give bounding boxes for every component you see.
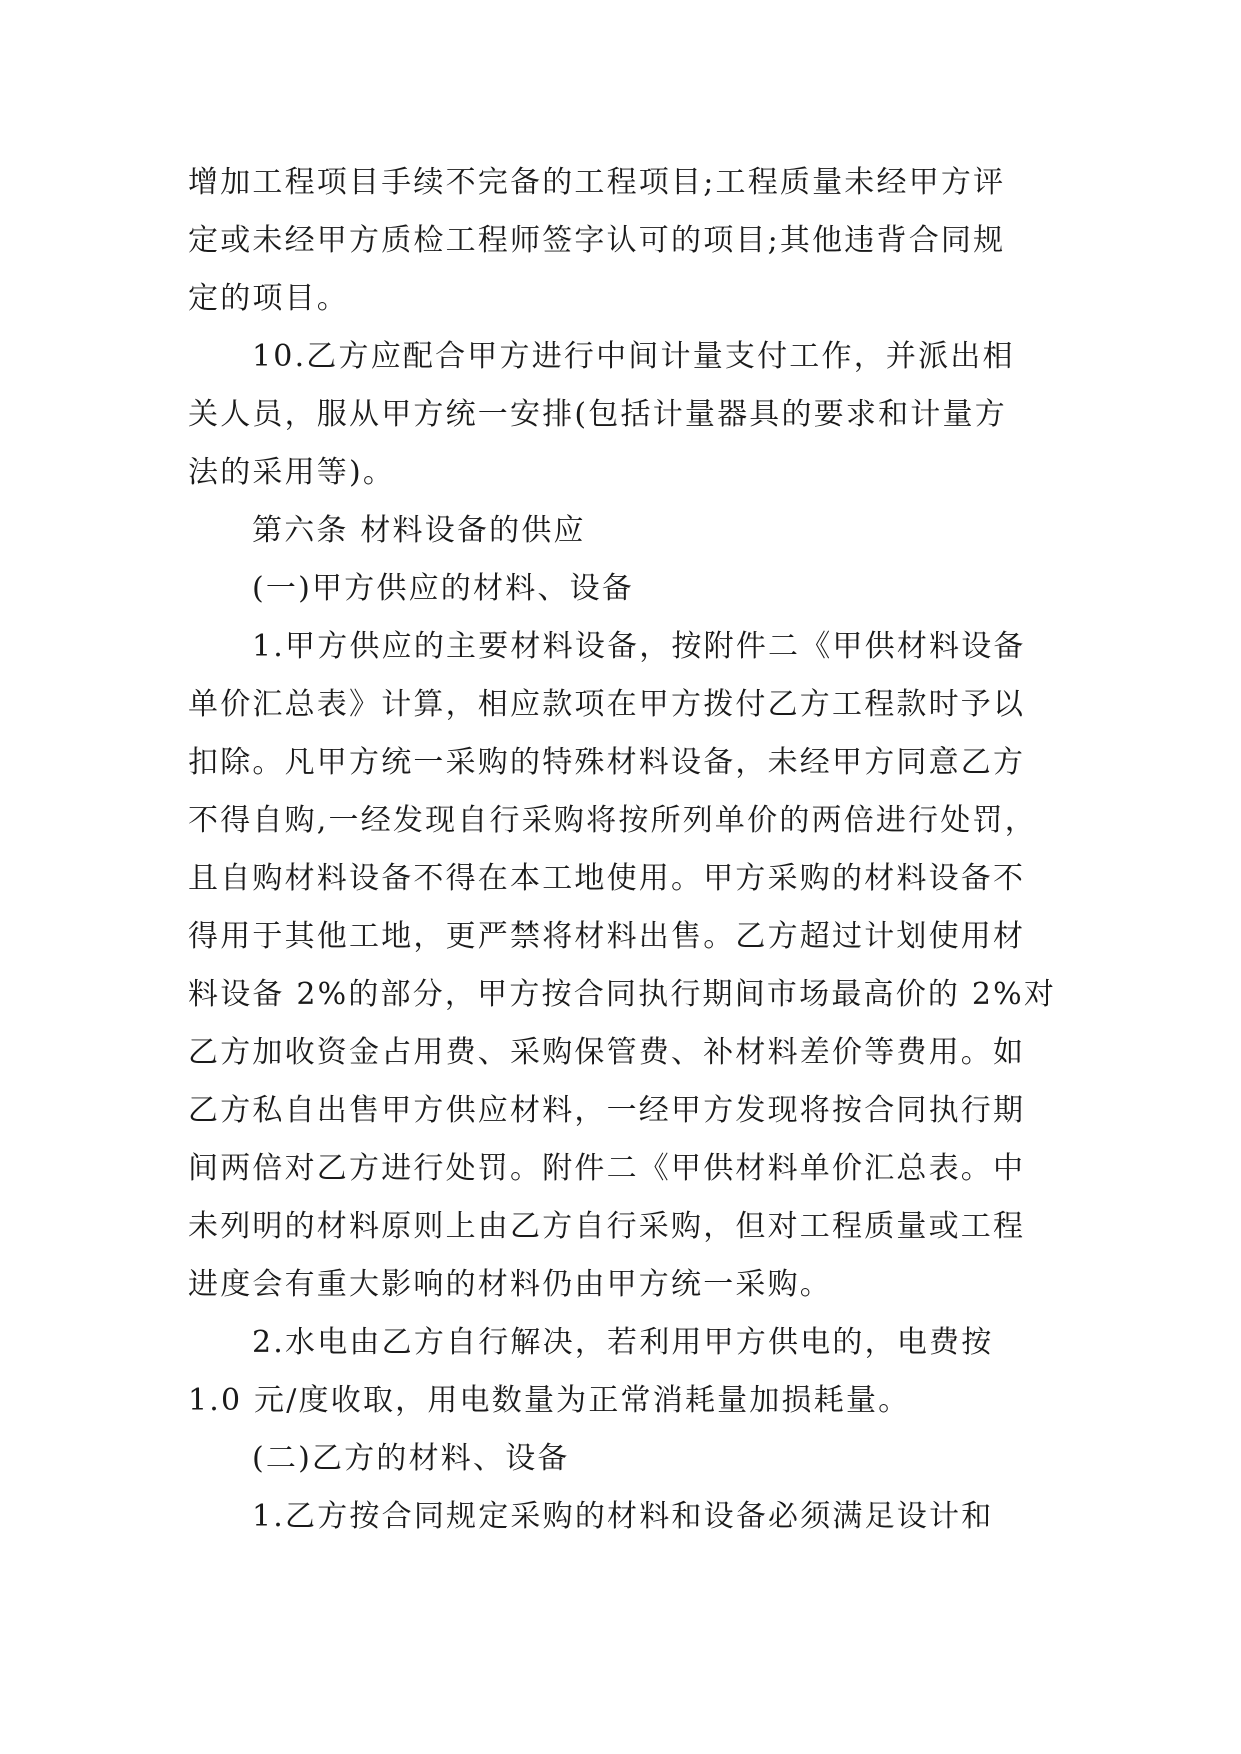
text-line: 1.0 元/度收取，用电数量为正常消耗量加损耗量。 — [188, 1383, 911, 1418]
text-line: 且自购材料设备不得在本工地使用。甲方采购的材料设备不 — [188, 861, 1026, 896]
text-line: 2.水电由乙方自行解决，若利用甲方供电的，电费按 — [252, 1325, 994, 1360]
text-line: 得用于其他工地，更严禁将材料出售。乙方超过计划使用材 — [188, 919, 1026, 954]
document-body — [188, 154, 1058, 1546]
text-line: 扣除。凡甲方统一采购的特殊材料设备，未经甲方同意乙方 — [188, 745, 1026, 780]
text-line: 定或未经甲方质检工程师签字认可的项目;其他违背合同规 — [188, 223, 1006, 258]
text-line: 乙方私自出售甲方供应材料，一经甲方发现将按合同执行期 — [188, 1093, 1026, 1128]
text-line: 不得自购,一经发现自行采购将按所列单价的两倍进行处罚， — [188, 803, 1037, 838]
text-line: 增加工程项目手续不完备的工程项目;工程质量未经甲方评 — [188, 165, 1006, 200]
text-line: 法的采用等)。 — [188, 455, 396, 490]
text-line: 乙方加收资金占用费、采购保管费、补材料差价等费用。如 — [188, 1035, 1026, 1070]
subsection-heading: (二)乙方的材料、设备 — [252, 1441, 570, 1476]
text-line: 料设备 2%的部分，甲方按合同执行期间市场最高价的 2%对 — [188, 977, 1057, 1012]
section-heading: 第六条 材料设备的供应 — [252, 513, 586, 548]
text-line: 未列明的材料原则上由乙方自行采购，但对工程质量或工程 — [188, 1209, 1026, 1244]
text-line: 1.乙方按合同规定采购的材料和设备必须满足设计和 — [252, 1499, 994, 1534]
text-line: 单价汇总表》计算，相应款项在甲方拨付乙方工程款时予以 — [188, 687, 1026, 722]
text-line: 进度会有重大影响的材料仍由甲方统一采购。 — [188, 1267, 832, 1302]
text-line: 关人员，服从甲方统一安排(包括计量器具的要求和计量方 — [188, 397, 1007, 432]
subsection-heading: (一)甲方供应的材料、设备 — [252, 571, 635, 606]
text-line: 间两倍对乙方进行处罚。附件二《甲供材料单价汇总表。中 — [188, 1151, 1026, 1186]
text-line: 1.甲方供应的主要材料设备，按附件二《甲供材料设备 — [252, 629, 1026, 664]
text-line: 10.乙方应配合甲方进行中间计量支付工作，并派出相 — [252, 339, 1015, 374]
text-line: 定的项目。 — [188, 281, 349, 316]
